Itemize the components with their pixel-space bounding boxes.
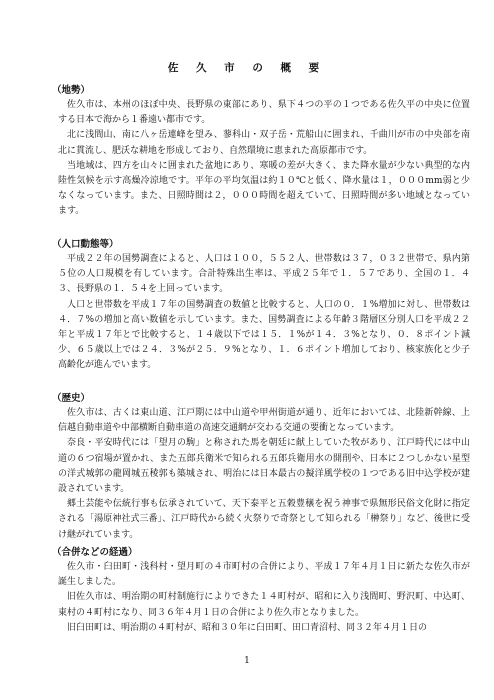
page-number: 1 (244, 656, 250, 666)
paragraph: 平成２２年の国勢調査によると、人口は１００，５５２人、世帯数は３７，０３２世帯で、県内第５位の人口規模を有しています。合計特殊出生率は、平成２５年で１．５７であり、全国の１．４３、長野県の１．５４を上回っています。 (58, 254, 470, 295)
page-title: 佐 久 市 の 概 要 (167, 62, 327, 74)
section-merger-history (52, 546, 470, 636)
paragraph: 佐久市は、本州のほぼ中央、長野県の東部にあり、県下４つの平の１つである佐久平の中央に位置する日本で海から１番遠い都市です。 (58, 100, 470, 126)
paragraph: 佐久市・臼田町・浅科村・望月町の４市町村の合併により、平成１７年４月１日に新たな佐久市が誕生しました。 (58, 562, 470, 588)
paragraph: 旧佐久市は、明治期の町村制施行によりできた１４町村が、昭和に入り浅間町、野沢町、中込町、東村の４町村になり、同３６年４月１日の合併により佐久市となりました。 (58, 592, 470, 618)
section-population (52, 238, 470, 374)
paragraph: 人口と世帯数を平成１７年の国勢調査の数値と比較すると、人口の０．１%増加に対し、世帯数は４．７%の増加と高い数値を示しています。また、国勢調査による年齢３階層区分別人口を平成２２年と平成１７年とで比較すると、１４歳以下では１５．１%が１４．３%となり、０．８ポイント減少、６５歳以上では２４．３%が２５．９%となり、１．６ポイント増加しており、核家族化と少子高齢化が進んでいます。 (58, 299, 470, 371)
paragraph: 北に浅間山、南に八ヶ岳連峰を望み、蓼科山・双子岳・荒船山に囲まれ、千曲川が市の中央部を南北に貫流し、肥沃な耕地を形成しており、自然環境に恵まれた高原都市です。 (58, 130, 470, 156)
paragraph: 奈良・平安時代には「望月の駒」と称された馬を朝廷に献上していた牧があり、江戸時代には中山道の６つ宿場が置かれ、また五郎兵衛米で知られる五郎兵衛用水の開削や、日本に２つしかない星型の洋式城郭の龍岡城五稜郭も築城され、明治には日本最古の擬洋風学校の１つである旧中込学校が建設されています。 (58, 438, 470, 495)
paragraph: 郷土芸能や伝統行事も伝承されていて、天下泰平と五穀豊穣を祝う神事で県無形民俗文化財に指定される「湯原神社式三番」、江戸時代から続く火祭りで奇祭として知られる「榊祭り」など、後世に受け継がれています。 (58, 499, 470, 540)
paragraph: 佐久市は、古くは東山道、江戸期には中山道や甲州街道が通り、近年においては、北陸新幹線、上信越自動車道や中部横断自動車道の高速交通網が交わる交通の要衝となっています。 (58, 408, 470, 434)
section-heading: （歴史） (52, 393, 91, 404)
section-heading: （合併などの経過） (52, 547, 138, 558)
section-geography (52, 84, 470, 220)
paragraph: 当地域は、四方を山々に囲まれた盆地にあり、寒暖の差が大きく、また降水量が少ない典型的な内陸性気候を示す高燥冷涼地です。平年の平均気温は約１０℃と低く、降水量は１，０００mm弱と少なくなっています。また、日照時間は２，０００時間を超えていて、日照時間が多い地域となっています。 (58, 160, 470, 217)
section-history (52, 392, 470, 543)
section-heading: （地勢） (52, 85, 91, 96)
section-heading: （人口動態等） (52, 239, 119, 250)
paragraph: 旧臼田町は、明治期の４町村が、昭和３０年に臼田町、田口青沼村、同３２年４月１日の (67, 622, 428, 633)
